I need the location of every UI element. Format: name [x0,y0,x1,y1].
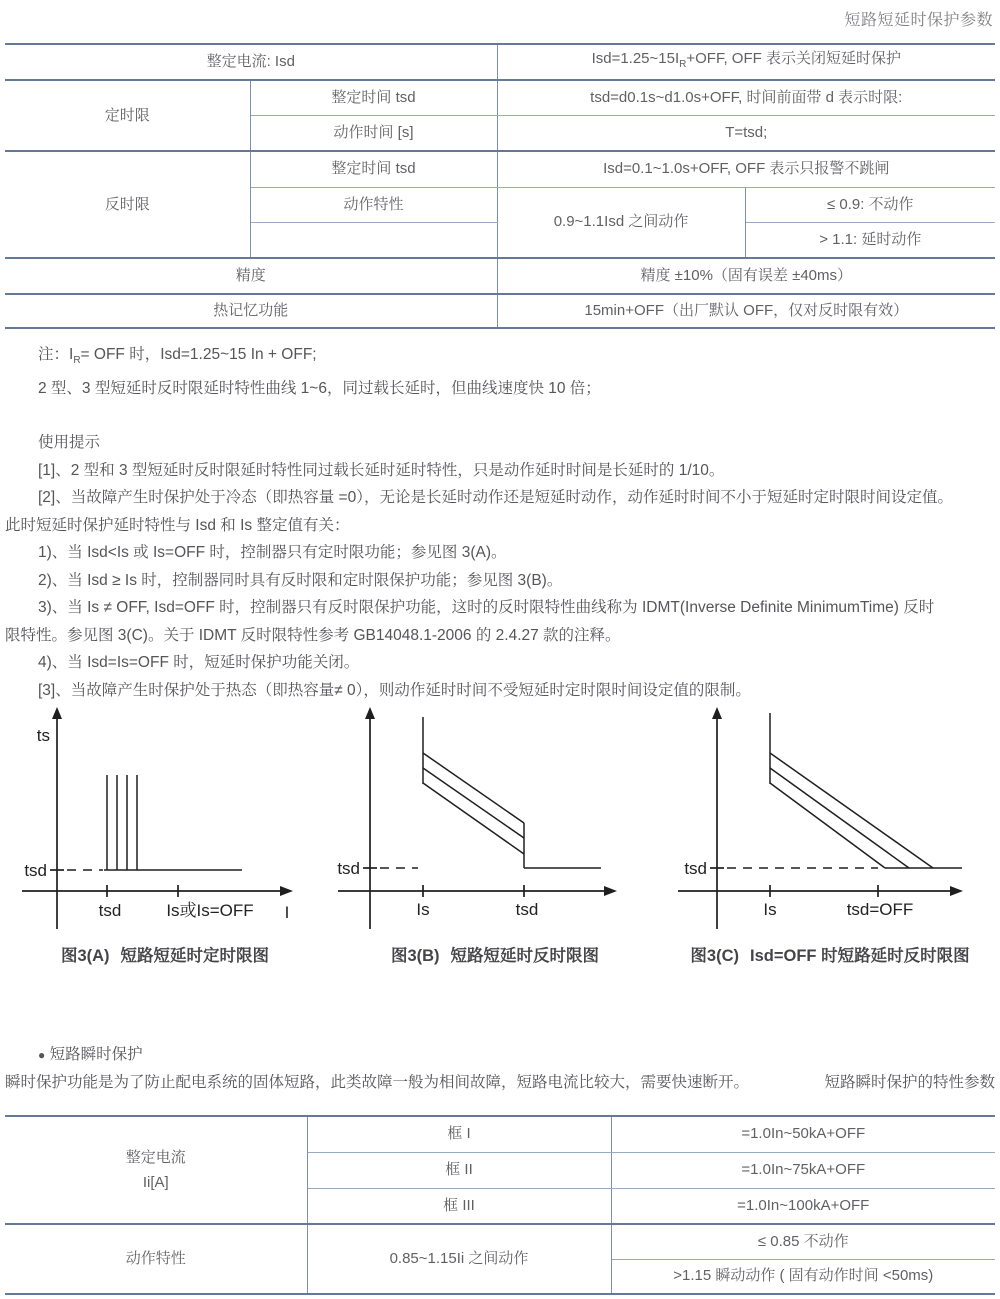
cell-setting-current [5,1116,307,1224]
cell-frame2-value: =1.0In~75kA+OFF [611,1152,995,1188]
value-text: Isd=1.25~15I [591,50,680,67]
table-row [5,1224,995,1259]
x-tick-label: Is或Is=OFF [166,901,254,920]
figure-3c-plot [660,705,1000,937]
x-tick-label: Is [763,900,777,919]
tip-line: 1)、当 Isd<Is 或 Is=OFF 时，控制器只有定时限功能；参见图 3(A)。 [38,544,507,562]
section-heading [5,1041,995,1069]
table-row [5,294,995,328]
figure-3b [330,705,660,966]
x-axis-label: I [284,903,290,922]
short-delay-parameter-table [5,43,995,329]
tip-line: [2]、当故障产生时保护处于冷态（即热容量 =0），无论是长延时动作还是短延时动作，动作延时时间不小于短延时定时限时间设定值。 [38,489,953,507]
y-tick-label: tsd [684,859,707,878]
cell-setting-current-value [497,44,995,80]
y-tick-label: tsd [337,859,360,878]
cell-accuracy-value: 精度 ±10%（固有误差 ±40ms） [497,258,995,294]
caption-title: Isd=OFF 时短路延时反时限图 [750,947,970,965]
cell-frame2-label: 框 II [307,1152,611,1188]
cell-frame1-label: 框 I [307,1116,611,1152]
section-paragraph [5,1069,995,1096]
cell-action-time-value: T=tsd; [497,115,995,151]
bullet-icon: ● [38,1048,46,1062]
caption-label: 图3(B) [390,947,440,965]
subscript-r: R [73,355,81,367]
section-heading-text: 短路瞬时保护 [49,1046,143,1063]
cell-action-range: 0.85~1.15Ii 之间动作 [307,1224,611,1294]
instantaneous-protection-section [5,1041,995,1096]
cell-condition-delay-action: > 1.1: 延时动作 [745,222,995,258]
cell-setting-time-value: tsd=d0.1s~d1.0s+OFF, 时间前面带 d 表示时限: [497,80,995,115]
cell-line: Ii[A] [142,1174,169,1191]
x-tick-label: tsd [98,901,122,920]
paragraph-text-right: 短路瞬时保护的特性参数 [824,1074,995,1091]
figure-3c-caption [660,942,1000,966]
cell-condition-no-action: ≤ 0.9: 不动作 [745,187,995,222]
cell-setting-current-label: 整定电流: Isd [5,44,497,80]
cell-setting-time-label: 整定时间 tsd [250,80,497,115]
value-text: +OFF, OFF 表示关闭短延时保护 [686,50,901,67]
caption-title: 短路短延时反时限图 [450,947,600,965]
cell-frame3-value: =1.0In~100kA+OFF [611,1188,995,1224]
paragraph-text: 瞬时保护功能是为了防止配电系统的固体短路，此类故障一般为相间故障，短路电流比较大，需要快速断开。 [5,1074,750,1091]
cell-no-action: ≤ 0.85 不动作 [611,1224,995,1259]
tips-title: 使用提示 [38,434,101,452]
x-tick-label: Is [416,900,430,919]
tip-line: 4)、当 Isd=Is=OFF 时，短延时保护功能关闭。 [38,654,360,672]
note-text: 注：I [38,346,74,363]
figure-3a [0,705,330,966]
table-row [5,258,995,294]
cell-thermal-memory-value: 15min+OFF（出厂默认 OFF，仅对反时限有效） [497,294,995,328]
cell-frame1-value: =1.0In~50kA+OFF [611,1116,995,1152]
table-row [5,151,995,187]
cell-frame3-label: 框 III [307,1188,611,1224]
note-line: 2 型、3 型短延时反时限延时特性曲线 1~6，同过载长延时，但曲线速度快 10 倍； [38,379,601,397]
tip-line: 3)、当 Is ≠ OFF, Isd=OFF 时，控制器只有反时限保护功能，这时的反时限特性曲线称为 IDMT(Inverse Definite MinimumTime) 反时 [38,599,935,617]
tip-line: [3]、当故障产生时保护处于热态（即热容量≠ 0），则动作延时时间不受短延时定时限时间设定值的限制。 [38,681,751,699]
page-title: 短路短延时保护参数 [844,12,993,29]
cell-action-time-label: 动作时间 [s] [250,115,497,151]
y-tick-label: tsd [24,861,47,880]
subscript-r: R [679,59,687,70]
cell-thermal-memory-label: 热记忆功能 [5,294,497,328]
figure-3c [660,705,1000,966]
caption-title: 短路短延时定时限图 [120,947,270,965]
cell-inv-setting-time-value: Isd=0.1~1.0s+OFF, OFF 表示只报警不跳闸 [497,151,995,187]
note-text: = OFF 时，Isd=1.25~15 In + OFF; [80,346,317,363]
figure-3b-caption [330,942,660,966]
note-line [5,341,995,375]
caption-label: 图3(A) [60,947,110,965]
tip-line: 限特性。参见图 3(C)。关于 IDMT 反时限特性参考 GB14048.1-2006 的 2.4.27 款的注释。 [5,626,621,644]
figures-row [0,705,1000,966]
tip-line: [1]、2 型和 3 型短延时反时限延时特性同过载长延时延时特性，只是动作延时时间是长延时的 1/10。 [38,461,725,479]
cell-instant-action: >1.15 瞬动动作 ( 固有动作时间 <50ms) [611,1259,995,1294]
caption-label: 图3(C) [690,947,740,965]
cell-accuracy-label: 精度 [5,258,497,294]
tip-line: 2)、当 Isd ≥ Is 时，控制器同时具有反时限和定时限保护功能；参见图 3(B)。 [38,571,563,589]
cell-action-characteristic-label: 动作特性 [250,187,497,222]
cell-action-range: 0.9~1.1Isd 之间动作 [497,187,745,258]
table-row [5,1116,995,1152]
cell-definite-time: 定时限 [5,80,250,151]
figure-3a-caption [0,942,330,966]
x-tick-label: tsd [515,900,539,919]
notes-block [5,341,995,704]
figure-3a-plot [0,705,330,937]
tip-line: 此时短延时保护延时特性与 Isd 和 Is 整定值有关： [5,516,350,534]
x-tick-label: tsd=OFF [846,900,914,919]
figure-3b-plot [330,705,660,937]
instantaneous-parameter-table [5,1115,995,1295]
table-row [5,44,995,80]
table-row [5,80,995,115]
cell-inverse-time: 反时限 [5,151,250,258]
cell-line: 整定电流 [125,1149,186,1166]
y-axis-label: ts [36,726,50,745]
cell-inv-setting-time-label: 整定时间 tsd [250,151,497,187]
cell-empty [250,222,497,258]
cell-action-characteristic: 动作特性 [5,1224,307,1294]
